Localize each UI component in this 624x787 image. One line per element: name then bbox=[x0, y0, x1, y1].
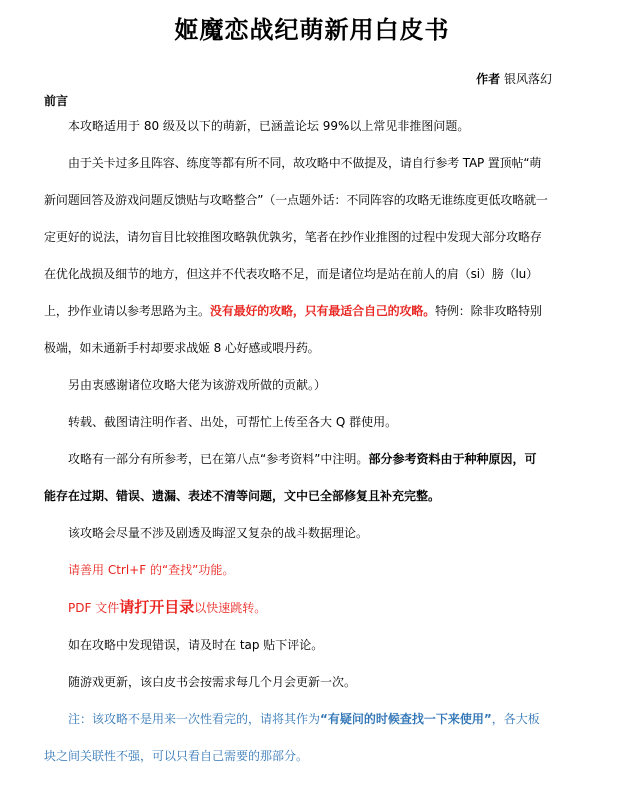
author-line bbox=[476, 70, 552, 87]
highlight-references-fixed: 部分参考资料由于种种原因，可能存在过期、错误、遗漏、表述不清等问题，文中已全部修复且补充完整。 bbox=[44, 452, 537, 503]
usage-note-prefix: 注：该攻略不是用来一次性看完的，请将其作为 bbox=[68, 712, 321, 726]
paragraph-references-text: 攻略有一部分有所参考，已在第八点“参考资料”中注明。 bbox=[68, 452, 369, 466]
paragraph-report-errors: 如在攻略中发现错误，请及时在 tap 贴下评论。 bbox=[68, 638, 324, 652]
paragraph-stage-note bbox=[44, 145, 548, 367]
paragraph-ctrl-f: 请善用 Ctrl+F 的“查找”功能。 bbox=[68, 563, 235, 577]
usage-note-suffix: ，各大板块之间关联性不强，可以只看自己需要的那部分。 bbox=[44, 712, 540, 763]
author-name: 银风落幻 bbox=[503, 72, 552, 86]
author-label: 作者 bbox=[476, 72, 501, 86]
preface-body bbox=[44, 108, 548, 775]
highlight-best-strategy: 没有最好的攻略，只有最适合自己的攻略。 bbox=[209, 304, 436, 318]
paragraph-stage-text: 由于关卡过多且阵容、练度等都有所不同，故攻略中不做提及，请自行参考 TAP 置顶帖“萌新问题回答及游戏问题反馈贴与攻略整合”（一点题外话：不同阵容的攻略无谁练度更低攻略就一定更好的说法，请勿盲目比较推图攻略孰优孰劣，笔者在抄作业推图的过程中发现大部分攻略存在优化战损及细节的地方，但这并不代表攻略不足，而是诸位均是站在前人的肩（si）膀（lu）上，抄作业请以参考思路为主。 bbox=[44, 156, 548, 318]
paragraph-scope: 本攻略适用于 80 级及以下的萌新，已涵盖论坛 99%以上常见非推图问题。 bbox=[68, 119, 470, 133]
highlight-lookup-usage: “有疑问的时候查找一下来使用” bbox=[320, 712, 492, 726]
document-title: 姬魔恋战纪萌新用白皮书 bbox=[174, 16, 450, 44]
paragraph-usage-note bbox=[44, 701, 548, 775]
preface-heading: 前言 bbox=[44, 94, 69, 108]
paragraph-thanks: 另由衷感谢诸位攻略大佬为该游戏所做的贡献。） bbox=[68, 378, 327, 392]
paragraph-exception-text: 特例：除非攻略特别极端，如未通新手村却要求战姬 8 心好感或喂丹药。 bbox=[44, 304, 542, 355]
pdf-toc-suffix: 以快速跳转。 bbox=[194, 601, 267, 615]
paragraph-updates: 随游戏更新，该白皮书会按需求每几个月会更新一次。 bbox=[68, 675, 357, 689]
paragraph-no-spoilers: 该攻略会尽量不涉及剧透及晦涩又复杂的战斗数据理论。 bbox=[68, 526, 369, 540]
paragraph-references bbox=[44, 441, 548, 515]
paragraph-pdf-toc bbox=[44, 589, 548, 627]
pdf-toc-prefix: PDF 文件 bbox=[68, 601, 120, 615]
highlight-open-toc: 请打开目录 bbox=[119, 598, 195, 616]
paragraph-repost: 转载、截图请注明作者、出处，可帮忙上传至各大 Q 群使用。 bbox=[68, 415, 398, 429]
